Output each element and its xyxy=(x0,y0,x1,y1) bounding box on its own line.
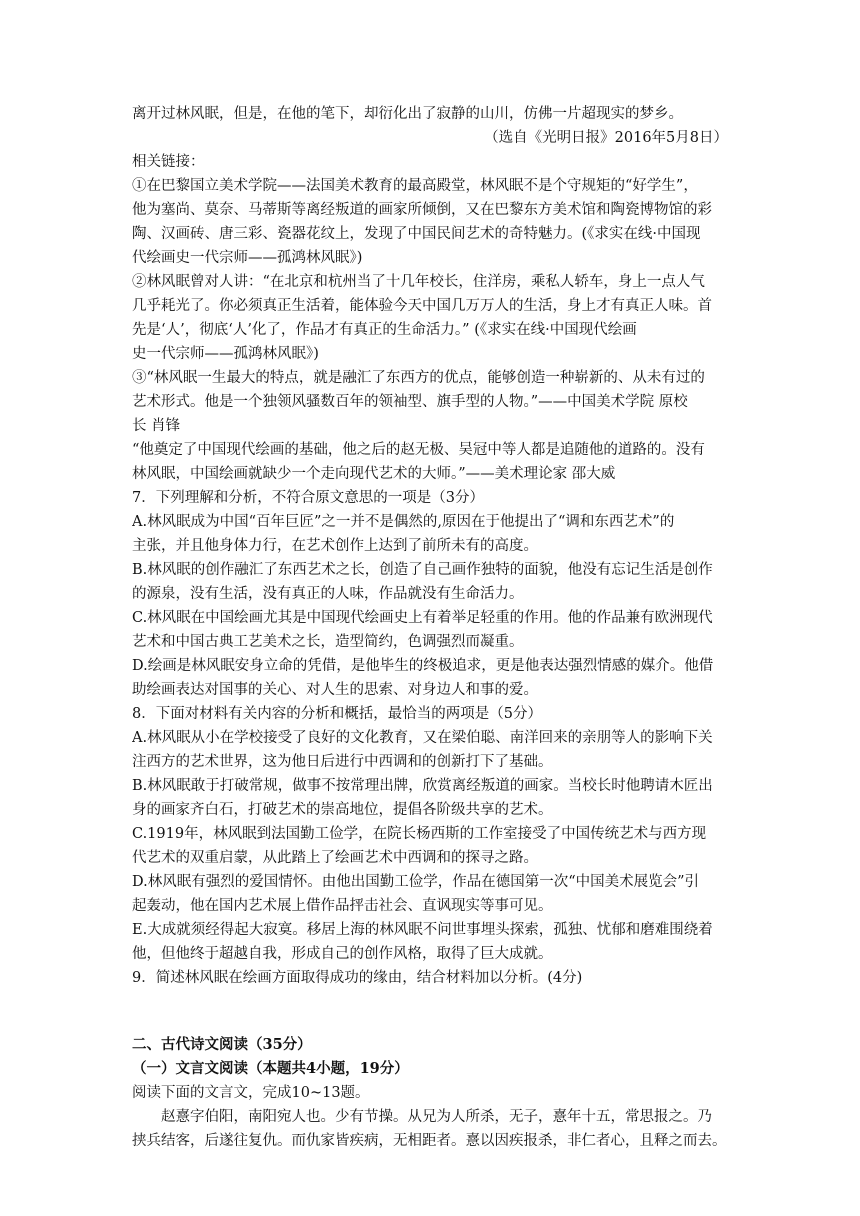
question-line: B.林风眠的创作融汇了东西艺术之长，创造了自己画作独特的面貌，他没有忘记生活是创作 xyxy=(132,562,713,578)
question-line: 他，但他终于超越自我，形成自己的创作风格，取得了巨大成就。 xyxy=(132,946,553,962)
question-line: 起轰动，他在国内艺术展上借作品抨击社会、直讽现实等事可见。 xyxy=(132,898,553,914)
question-line: 助绘画表达对国事的关心、对人生的思索、对身边人和事的爱。 xyxy=(132,682,538,698)
classical-text-line: 挟兵结客，后遂往复仇。而仇家皆疾病，无相距者。憙以因疾报杀，非仁者心，且释之而去。 xyxy=(132,1133,727,1149)
question-line: 身的画家齐白石，打破艺术的崇高地位，提倡各阶级共享的艺术。 xyxy=(132,802,553,818)
section-title: 二、古代诗文阅读（35分） xyxy=(132,1036,312,1053)
question-line: D.绘画是林风眠安身立命的凭借，是他毕生的终极追求，更是他表达强烈情感的媒介。他借 xyxy=(132,658,714,674)
question-line: C.林风眠在中国绘画尤其是中国现代绘画史上有着举足轻重的作用。他的作品兼有欧洲现代 xyxy=(132,610,713,626)
question-line: A.林风眠从小在学校接受了良好的文化教育，又在梁伯聪、南洋回来的亲朋等人的影响下关 xyxy=(132,730,713,746)
question-8: 8．下面对材料有关内容的分析和概括，最恰当的两项是（5分） xyxy=(132,706,542,722)
link-line: ②林风眠曾对人讲：“在北京和杭州当了十几年校长，住洋房，乘私人轿车，身上一点人气 xyxy=(132,274,705,290)
link-line: 先是‘人’，彻底‘人’化了，作品才有真正的生命活力。” (《求实在线·中国现代绘画 xyxy=(132,322,637,338)
link-line: 林风眠，中国绘画就缺少一个走向现代艺术的大师。”——美术理论家 邵大威 xyxy=(132,466,616,482)
question-line: B.林风眠敢于打破常规，做事不按常理出牌，欣赏离经叛道的画家。当校长时他聘请木匠出 xyxy=(132,778,713,794)
section-subtitle: （一）文言文阅读（本题共4小题，19分） xyxy=(132,1060,409,1077)
source-citation: （选自《光明日报》2016年5月8日） xyxy=(484,130,728,146)
question-line: D.林风眠有强烈的爱国情怀。由他出国勤工俭学，作品在德国第一次“中国美术展览会”引 xyxy=(132,874,700,890)
link-line: “他奠定了中国现代绘画的基础，他之后的赵无极、吴冠中等人都是追随他的道路的。没有 xyxy=(132,442,705,458)
question-7: 7．下列理解和分析，不符合原文意思的一项是（3分） xyxy=(132,490,484,506)
question-9: 9．简述林风眠在绘画方面取得成功的缘由，结合材料加以分析。(4分) xyxy=(132,970,583,986)
link-line: 艺术形式。他是一个独领风骚数百年的领袖型、旗手型的人物。”——中国美术学院 原校 xyxy=(132,394,688,410)
question-line: A.林风眠成为中国“百年巨匠”之一并不是偶然的,原因在于他提出了“调和东西艺术”的 xyxy=(132,514,675,530)
passage-tail: 离开过林风眠，但是，在他的笔下，却衍化出了寂静的山川，仿佛一片超现实的梦乡。 xyxy=(132,106,683,122)
link-line: ③“林风眠一生最大的特点，就是融汇了东西方的优点，能够创造一种崭新的、从未有过的 xyxy=(132,370,705,386)
link-line: 史一代宗师——孤鸿林风眠》) xyxy=(132,346,319,362)
section-instruction: 阅读下面的文言文，完成10~13题。 xyxy=(132,1085,370,1101)
question-line: 艺术和中国古典工艺美术之长，造型简约，色调强烈而凝重。 xyxy=(132,634,524,650)
link-line: 长 肖锋 xyxy=(132,418,181,434)
link-line: ①在巴黎国立美术学院——法国美术教育的最高殿堂，林风眠不是个守规矩的“好学生”， xyxy=(132,178,698,194)
question-line: E.大成就须经得起大寂寞。移居上海的林风眠不问世事埋头探索，孤独、忧郁和磨难围绕着 xyxy=(132,922,713,938)
link-line: 几乎耗光了。你必须真正生活着，能体验今天中国几万万人的生活，身上才有真正人味。首 xyxy=(132,298,712,314)
link-line: 陶、汉画砖、唐三彩、瓷器花纹上，发现了中国民间艺术的奇特魅力。(《求实在线·中国现 xyxy=(132,226,701,242)
question-line: 的源泉，没有生活，没有真正的人味，作品就没有生命活力。 xyxy=(132,586,524,602)
question-line: 代艺术的双重启蒙，从此踏上了绘画艺术中西调和的探寻之路。 xyxy=(132,850,538,866)
classical-text-line: 赵憙字伯阳，南阳宛人也。少有节操。从兄为人所杀，无子，憙年十五，常思报之。乃 xyxy=(132,1109,712,1125)
question-line: C.1919年，林风眠到法国勤工俭学，在院长杨西斯的工作室接受了中国传统艺术与西方现 xyxy=(132,826,707,842)
links-heading: 相关链接： xyxy=(132,154,205,170)
link-line: 代绘画史一代宗师——孤鸿林风眠》) xyxy=(132,250,363,266)
link-line: 他为塞尚、莫奈、马蒂斯等离经叛道的画家所倾倒，又在巴黎东方美术馆和陶瓷博物馆的彩 xyxy=(132,202,712,218)
question-line: 主张，并且他身体力行，在艺术创作上达到了前所未有的高度。 xyxy=(132,538,538,554)
question-line: 注西方的艺术世界，这为他日后进行中西调和的创新打下了基础。 xyxy=(132,754,553,770)
